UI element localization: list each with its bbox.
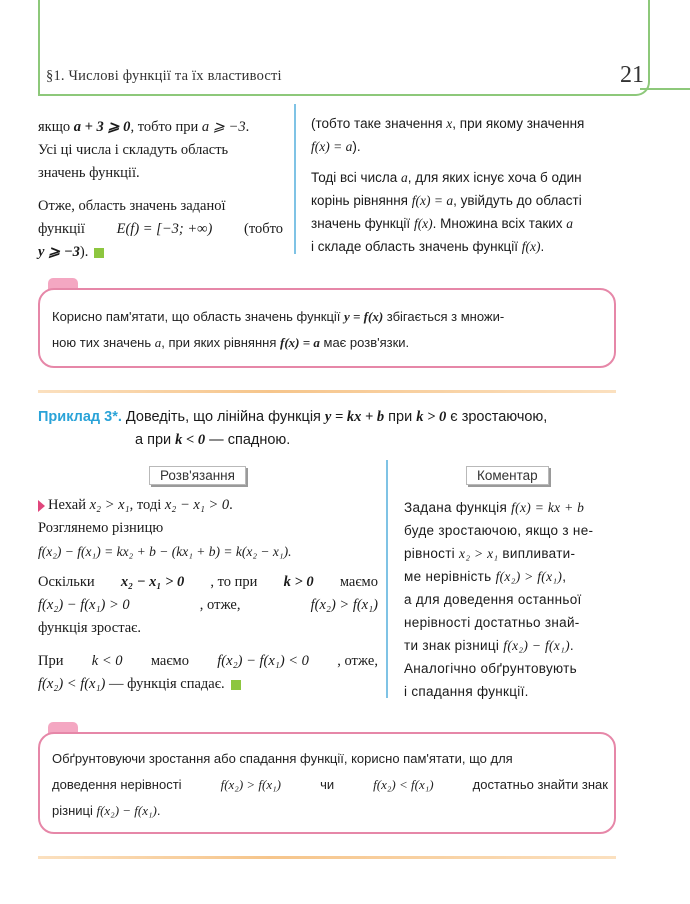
example-label: Приклад 3*.	[38, 409, 122, 425]
commentary-label: Коментар	[466, 466, 549, 485]
example-statement: Приклад 3*. Доведіть, що лінійна функція y = kx + b при k > 0 є зростаючою, а при k < 0 — спадною.	[38, 409, 548, 448]
top-right-text: (тобто таке значення x, при якому значення f(x) = a). Тоді всі числа a, для яких існує хоча б один корінь рівняння f(x) = a, увійдуть до області значень функції f(x). Множина всіх таких a і складе область значень функції f(x).	[311, 116, 585, 254]
section-rule	[38, 390, 616, 393]
column-divider	[294, 104, 296, 254]
end-of-solution-square	[94, 248, 104, 258]
commentary-text: Задана функція f(x) = kx + b буде зростаючою, якщо з не- рівності x₂ > x₁ випливати- ме нерівність f(x₂) > f(x₁), а для доведення останньої нерівності достатньо знай- ти знак різниці f(x₂) − f(x₁). Аналогічно обґрунтовують і спадання функції.	[404, 500, 594, 699]
page-number: 21	[620, 62, 644, 88]
solution-label: Розв'язання	[149, 466, 246, 485]
solution-text: Нехай x₂ > x₁, тоді x₂ − x₁ > 0. Розглянемо різницю f(x₂) − f(x₁) = kx₂ + b − (kx₁ + b) = k(x₂ − x₁). Оскільки x₂ − x₁ > 0 , то при k > 0 маємо f(x₂) − f(x₁) > 0 , отже, f(x₂) > f(x₁) функція зростає. При k < 0 маємо f(x₂) − f(x₁) < 0 , отже, f(x₂) < f(x₁) — функція спадає.	[38, 497, 378, 692]
column-divider	[386, 460, 388, 698]
section-title: §1. Числові функції та їх властивості	[46, 68, 282, 84]
end-of-solution-square	[231, 680, 241, 690]
section-rule	[38, 856, 616, 859]
bullet-triangle-icon	[38, 500, 45, 512]
note-box-range: Корисно пам'ятати, що область значень функції y = f(x) збігається з множи- ною тих значень a, при яких рівняння f(x) = a має розв'язки.	[38, 288, 616, 368]
note-box-monotonic: Обґрунтовуючи зростання або спадання функції, корисно пам'ятати, що для доведення нерівності f(x₂) > f(x₁) чи f(x₂) < f(x₁) достатньо знайти знак різниці f(x₂) − f(x₁).	[38, 732, 616, 834]
top-left-text: якщо a + 3 ⩾ 0, тобто при a ⩾ −3. Усі ці числа і складуть область значень функції. Отже, область значень заданої функції E(f) = [−3; +∞) (тобто y ⩾ −3).	[38, 119, 283, 260]
header-accent-line	[640, 88, 690, 90]
